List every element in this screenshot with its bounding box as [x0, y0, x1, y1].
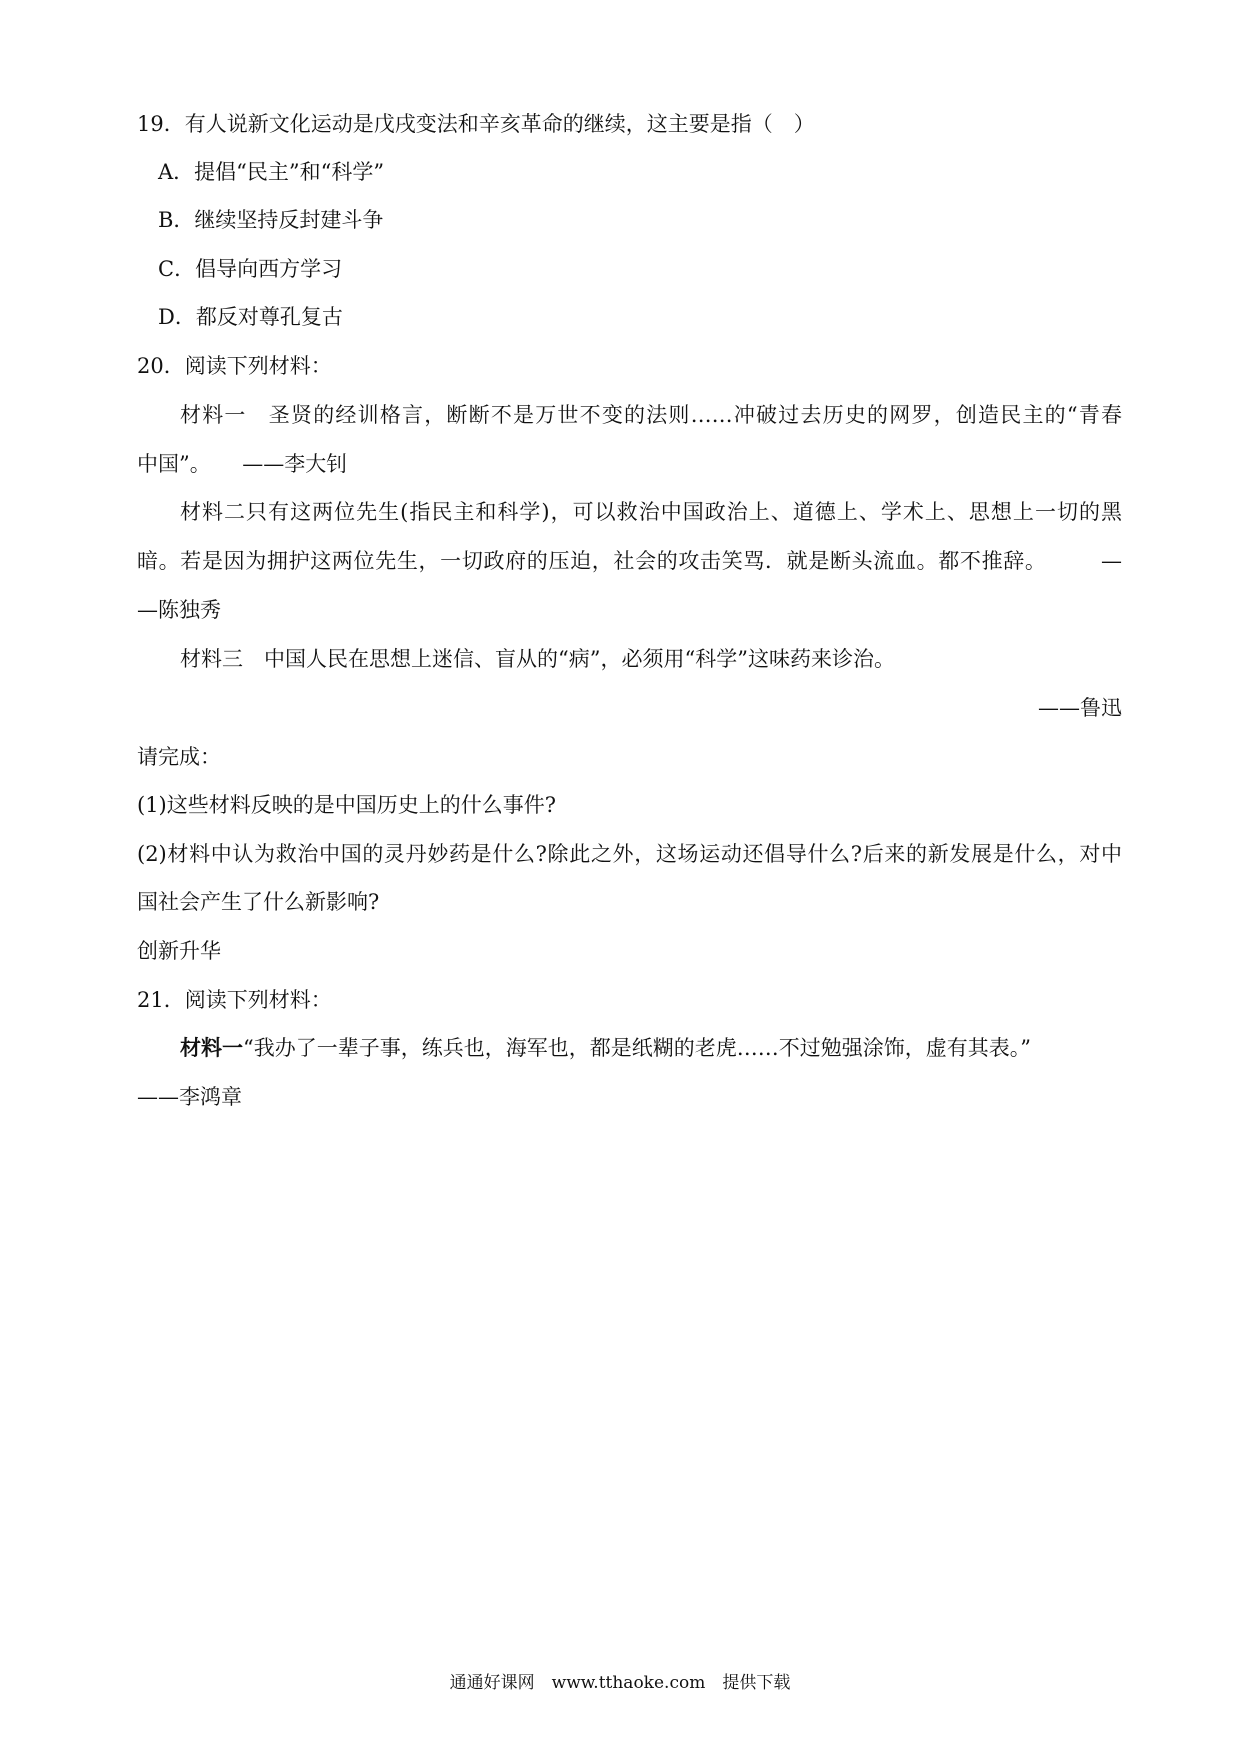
- question-20-prompt: 请完成：: [137, 745, 221, 769]
- material-1-label: 材料一: [180, 1035, 243, 1060]
- question-20-sub-2-line-2: 国社会产生了什么新影响?: [137, 890, 380, 914]
- material-2-line-3: —陈独秀: [137, 598, 221, 622]
- question-19-option-d: D．都反对尊孔复古: [158, 305, 343, 329]
- question-19-option-b: B．继续坚持反封建斗争: [158, 208, 384, 232]
- question-19-stem: 19．有人说新文化运动是戊戌变法和辛亥革命的继续，这主要是指（ ）: [137, 112, 815, 136]
- material-3-line-1: 材料三 中国人民在思想上迷信、盲从的“病”，必须用“科学”这味药来诊治。: [180, 647, 895, 671]
- material-3-source: ——鲁迅: [1038, 696, 1122, 720]
- page-footer: 通通好课网 www.tthaoke.com 提供下载: [449, 1673, 791, 1693]
- material-1-line-2: 中国”。 ——李大钊: [137, 452, 348, 476]
- question-19-option-a: A．提倡“民主”和“科学”: [158, 160, 385, 184]
- question-21-material-1-source: ——李鸿章: [137, 1085, 242, 1109]
- material-2-line-1: 材料二只有这两位先生(指民主和科学)，可以救治中国政治上、道德上、学术上、思想上一切的黑: [180, 500, 1122, 524]
- question-19-option-c: C．倡导向西方学习: [158, 257, 343, 281]
- material-2-line-2: 暗。若是因为拥护这两位先生，一切政府的压迫，社会的攻击笑骂．就是断头流血。都不推辞。 —: [137, 549, 1122, 573]
- section-title: 创新升华: [137, 939, 221, 963]
- material-1-line-1: 材料一 圣贤的经训格言，断断不是万世不变的法则……冲破过去历史的网罗，创造民主的“青春: [180, 403, 1122, 427]
- question-20-stem: 20．阅读下列材料：: [137, 354, 332, 378]
- question-21-material-1: [180, 1034, 1031, 1062]
- question-20-sub-1: (1)这些材料反映的是中国历史上的什么事件?: [137, 793, 557, 817]
- question-21-stem: 21．阅读下列材料：: [137, 988, 332, 1012]
- material-1-text: “我办了一辈子事，练兵也，海军也，都是纸糊的老虎……不过勉强涂饰，虚有其表。”: [243, 1036, 1031, 1060]
- question-20-sub-2-line-1: (2)材料中认为救治中国的灵丹妙药是什么?除此之外，这场运动还倡导什么?后来的新发展是什么，对中: [137, 842, 1122, 866]
